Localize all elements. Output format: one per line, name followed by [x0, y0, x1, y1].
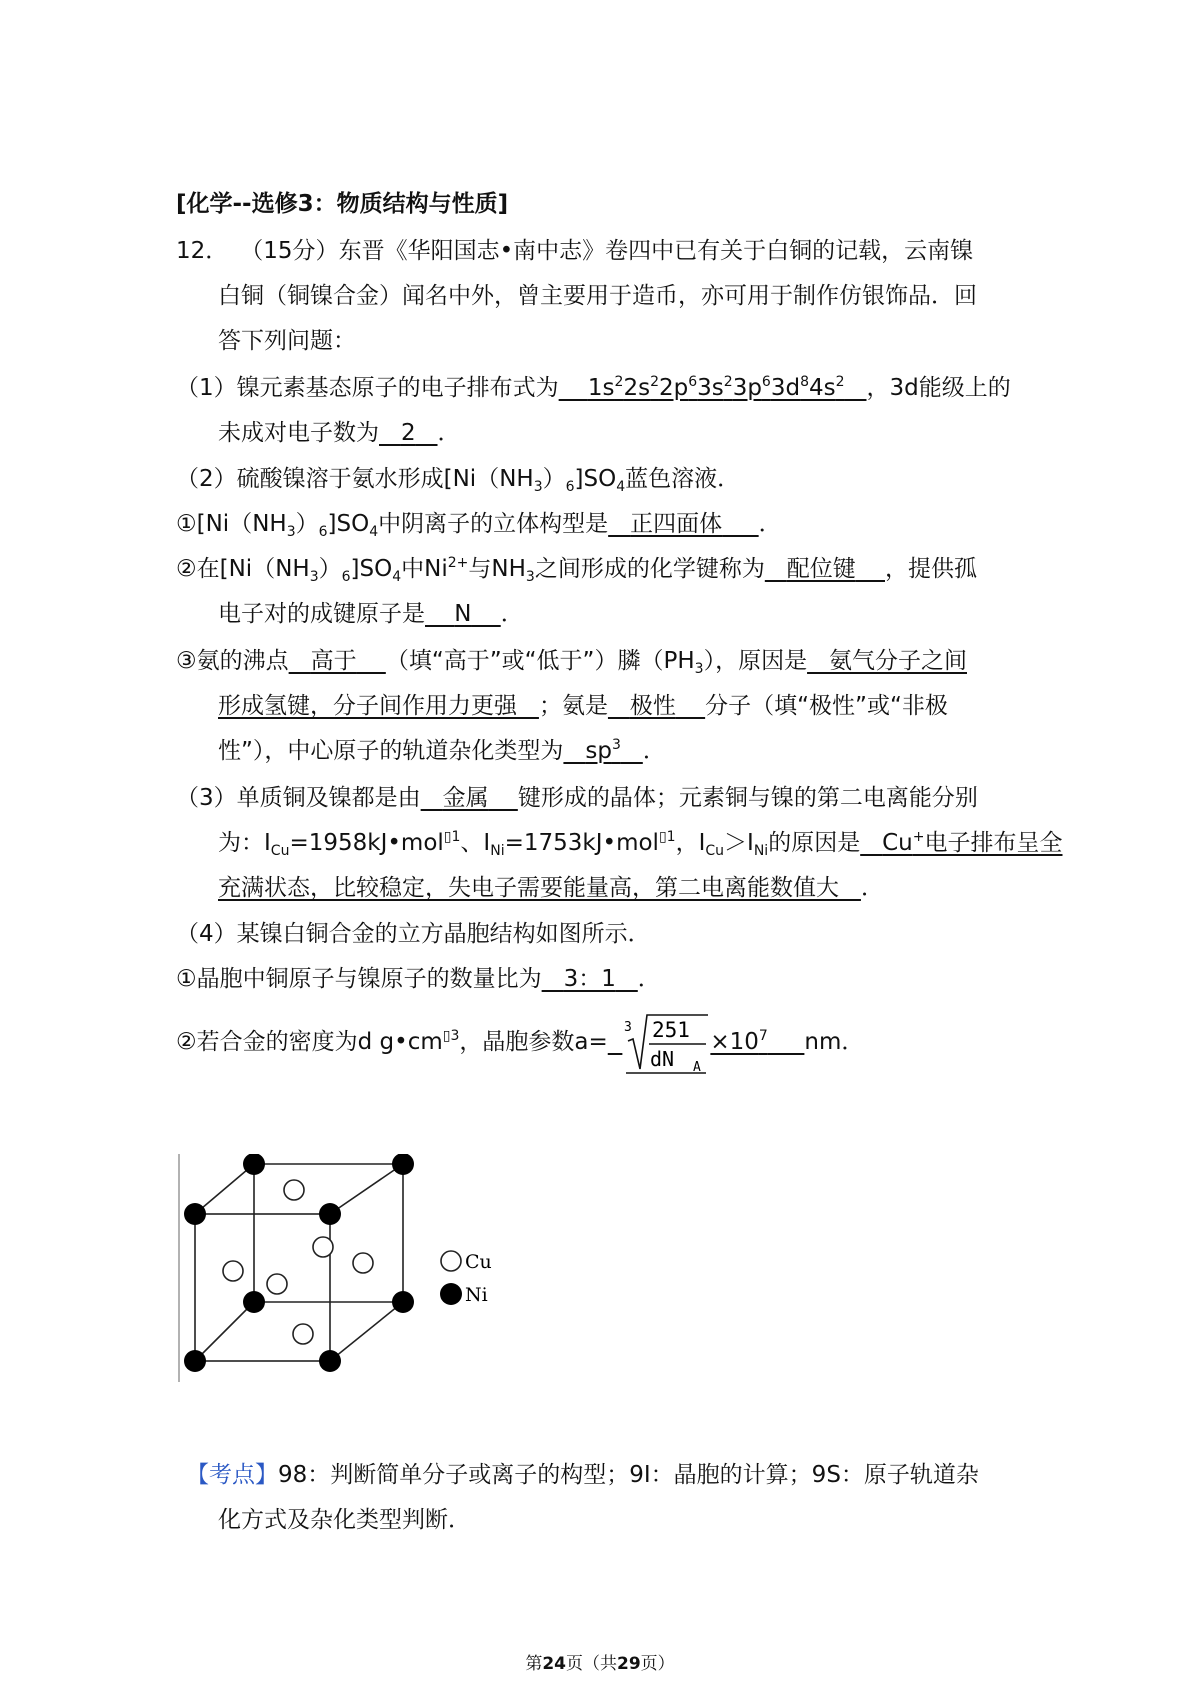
- svg-text:A: A: [693, 1060, 702, 1075]
- answer-bond-type: 配位键: [786, 556, 856, 582]
- part1-line-1: （1）镍元素基态原子的电子排布式为 $1s^22s^22p^63s^23p^63d^84s^2$ ，3d能级上的: [176, 374, 1011, 401]
- legend-cu-marker: [441, 1251, 461, 1271]
- svg-text:251: 251: [652, 1018, 691, 1042]
- ni-atom: [319, 1350, 341, 1372]
- question-score: （15分）: [240, 238, 339, 264]
- answer-boiling-point: 高于: [310, 648, 357, 674]
- cu-atom: [284, 1180, 304, 1200]
- question-stem-line-3: 答下列问题：: [218, 328, 356, 354]
- cu-atom: [223, 1261, 243, 1281]
- part2-q3-line-1: ③氨的沸点 高于 （填“高于”或“低于”）膦$(PH_3)$，原因是 氨气分子之间: [176, 648, 967, 677]
- ni-atom: [184, 1350, 206, 1372]
- kaodian-label: 【考点】: [186, 1462, 278, 1488]
- legend-cu-label: Cu: [465, 1251, 492, 1273]
- answer-electron-config: $1s^22s^22p^63s^23p^63d^84s^2$: [587, 374, 845, 401]
- part3-line-2: 为：$I_{Cu}=1958kJ•mol^{▯1}$、$I_{Ni}=1753kJ•mol^{▯1}$，$I_{Cu}>I_{Ni}$的原因是 Cu+电子排布呈全: [218, 829, 1063, 859]
- part2-intro: （2）硫酸镍溶于氨水形成$[Ni(NH_3)_6]SO_4$蓝色溶液．: [176, 466, 741, 495]
- ni-atom: [392, 1154, 414, 1175]
- legend-ni-label: Ni: [465, 1284, 488, 1306]
- answer-ionization-reason-part-2: 充满状态，比较稳定，失电子需要能量高，第二电离能数值大: [218, 875, 839, 901]
- part2-q3-line-3: 性”），中心原子的轨道杂化类型为 $sp^3$ ．: [218, 737, 666, 764]
- part1-line-2: 未成对电子数为 2 ．: [218, 420, 461, 446]
- part2-q3-line-2: 形成氢键，分子间作用力更强 ；氨是 极性 分子（填“极性”或“非极: [218, 693, 948, 719]
- current-page-number: 24: [542, 1654, 566, 1674]
- answer-reason-part-1: 氨气分子之间: [829, 648, 967, 674]
- answer-reason-part-2: 形成氢键，分子间作用力更强: [218, 693, 517, 719]
- question-stem-line-1: [176, 235, 973, 267]
- answer-hybridization: $sp^3$: [585, 737, 621, 764]
- question-stem-text-1: 东晋《华阳国志•南中志》卷四中已有关于白铜的记载，云南镍: [338, 238, 974, 264]
- section-title: [化学--选修3：物质结构与性质]: [176, 191, 509, 217]
- part3-line-1: （3）单质铜及镍都是由 金属 键形成的晶体；元素铜与镍的第二电离能分别: [176, 785, 978, 811]
- svg-text:dN: dN: [650, 1047, 675, 1071]
- part2-q2-line-2: 电子对的成键原子是 N ．: [218, 601, 524, 627]
- answer-anion-geometry: 正四面体: [630, 511, 723, 537]
- cu-atom: [313, 1237, 333, 1257]
- answer-donor-atom: N: [454, 601, 472, 627]
- page-footer: 第24页（共29页）: [525, 1654, 675, 1674]
- kaodian-line-2: 化方式及杂化类型判断．: [218, 1507, 471, 1533]
- total-pages: 29: [617, 1654, 641, 1674]
- ni-atom: [243, 1154, 265, 1175]
- cu-atom: [267, 1274, 287, 1294]
- kaodian-line-1: 【考点】98：判断简单分子或离子的构型；9I：晶胞的计算；9S：原子轨道杂: [186, 1462, 979, 1488]
- answer-ionization-reason-part-1: Cu+电子排布呈全: [882, 829, 1063, 856]
- answer-atom-ratio: 3：1: [563, 966, 616, 992]
- cu-atom: [353, 1253, 373, 1273]
- crystal-cell-figure: [178, 1154, 498, 1384]
- ni-atom: [184, 1203, 206, 1225]
- question-number: 12．: [176, 238, 229, 264]
- part4-intro: （4）某镍白铜合金的立方晶胞结构如图所示．: [176, 921, 651, 947]
- cu-atom: [293, 1324, 313, 1344]
- answer-bond-kind: 金属: [442, 785, 489, 811]
- ni-atom: [319, 1203, 341, 1225]
- answer-polarity: 极性: [629, 693, 676, 719]
- part4-q2: ②若合金的密度为d $g•cm^{▯3}$，晶胞参数a= 3 251 dN A $\times 10^7$ nm．: [176, 1013, 864, 1077]
- question-stem-line-2: 白铜（铜镍合金）闻名中外，曾主要用于造币，亦可用于制作仿银饰品．回: [218, 283, 977, 309]
- part2-q2-line-1: ②在$[Ni(NH_3)_6]SO_4$中$Ni^{2+}$与$NH_3$之间形成的化学键称为 配位键 ，提供孤: [176, 555, 977, 585]
- part2-q1: $①[Ni(NH_3)_6]SO_4$中阴离子的立体构型是 正四面体 ．: [176, 511, 782, 540]
- answer-lattice-parameter: [622, 1011, 710, 1075]
- svg-text:3: 3: [624, 1020, 633, 1035]
- part1-prompt: （1）镍元素基态原子的电子排布式为: [176, 375, 559, 401]
- cube-root-fraction: [622, 1011, 710, 1075]
- answer-unpaired-electrons: 2: [400, 420, 416, 446]
- ni-atom: [392, 1291, 414, 1313]
- copper-atoms: [223, 1180, 373, 1344]
- ni-atom: [243, 1291, 265, 1313]
- part3-line-3: 充满状态，比较稳定，失电子需要能量高，第二电离能数值大 ．: [218, 875, 884, 901]
- figure-legend: [440, 1251, 492, 1306]
- legend-ni-marker: [440, 1283, 462, 1305]
- part4-q1: ①晶胞中铜原子与镍原子的数量比为 3：1 ．: [176, 966, 661, 992]
